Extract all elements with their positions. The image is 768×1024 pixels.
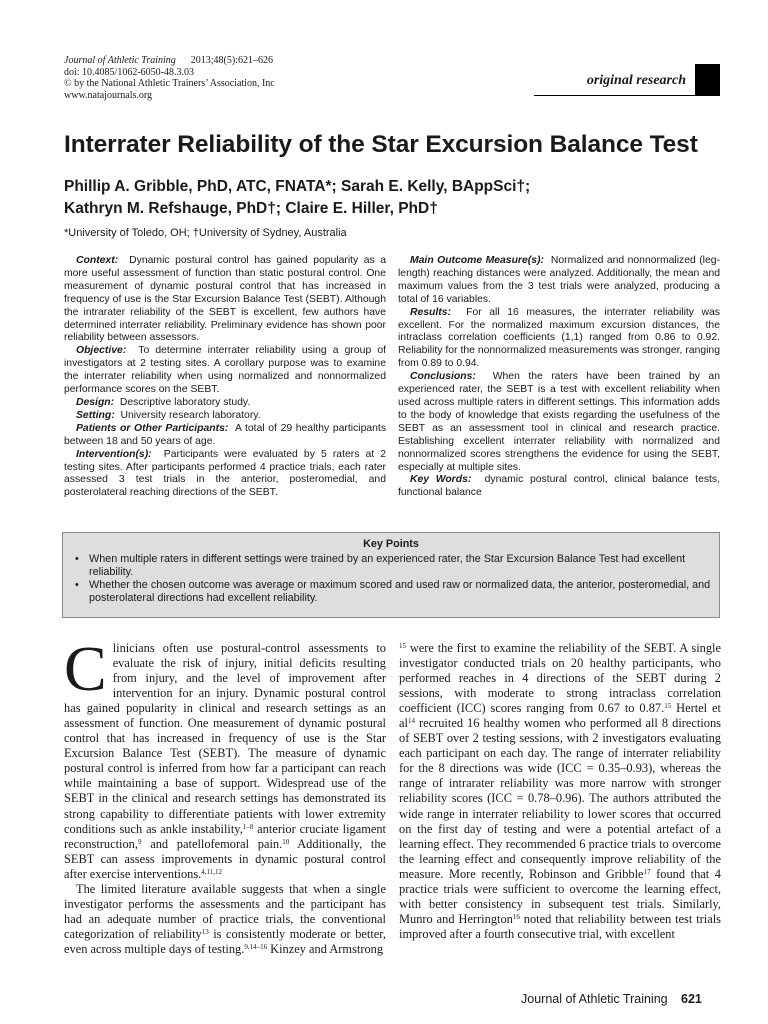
abstract-participants xyxy=(64,423,386,449)
body-text: found that 4 practice trials were sufficient to overcome the learning effect, with better consistency in subsequent test trials. Similarly, Munro and Herrington xyxy=(399,866,721,926)
results-text: For all 16 measures, the interrater reliability was excellent. For the normalized maximum excursion distances, the intraclass correlation coefficients (1,1) ranged from 0.86 to 0.92. Reliability for the nonnormalized measurements was stronger, ranging from 0.89 to 0.94. xyxy=(398,306,720,370)
conclusions-text: When the raters have been trained by an experienced rater, the SEBT is a test with excellent reliability when used across multiple raters in different settings. This information adds to the body of knowledge that exists regarding the usefulness of the SEBT as an assessment tool in clinical and research practice. Establishing excellent interrater reliability with normalized and nonnormalized scores strengthens the evidence for using the SEBT, especially at multiple sites. xyxy=(398,371,720,473)
abstract-intervention xyxy=(64,449,386,501)
setting-label: Setting: xyxy=(76,409,115,421)
key-point-text: When multiple raters in different settings were trained by an experienced rater, the Star Excursion Balance Test had excellent reliability. xyxy=(89,553,686,578)
journal-name: Journal of Athletic Training xyxy=(64,55,176,66)
page-number: 621 xyxy=(681,992,702,1006)
key-points-list xyxy=(75,553,711,605)
section-rule xyxy=(534,95,720,96)
abstract-conclusions xyxy=(398,371,720,474)
bullet-icon: • xyxy=(75,579,79,591)
participants-text: A total of 29 healthy participants between 18 and 50 years of age. xyxy=(64,422,387,447)
key-points-box xyxy=(62,532,720,618)
reference-link[interactable]: 13 xyxy=(201,927,209,936)
section-label: original research xyxy=(586,73,686,88)
body-text: noted that reliability between test trials improved after a fourth consecutive trial, with excellent xyxy=(399,911,721,941)
key-points-title: Key Points xyxy=(363,538,419,550)
conclusions-label: Conclusions: xyxy=(410,371,476,383)
outcome-text: Normalized and nonnormalized (leg-length) reaching distances were analyzed. Additionally, the mean and maximum values from the 3 test trials were analyzed, producing a total of 16 variables. xyxy=(398,255,720,305)
body-text: were the first to examine the reliability of the SEBT. A single investigator conducted trials on 20 healthy participants, who performed reaches in 4 directions of the SEBT during 2 sessions, with moderate to strong intraclass correlation coefficient (ICC) scores ranging from 0.67 to 0.87. xyxy=(399,641,721,716)
reference-link[interactable]: 16 xyxy=(512,912,520,921)
body-text: Hertel et al xyxy=(399,701,721,731)
key-point-text: Whether the chosen outcome was average or maximum scored and used raw or normalized data, the anterior, posteromedial, and posterolateral directions had excellent reliability. xyxy=(89,579,711,604)
abstract-left-column xyxy=(64,255,386,500)
objective-text: To determine interrater reliability using a group of investigators at 2 testing sites. A corollary purpose was to examine the interrater reliability when using normalized and nonnormalized performance scores on the SEBT. xyxy=(64,345,386,396)
doi: doi: 10.4085/1062-6050-48.3.03 xyxy=(64,66,194,78)
body-text: The limited literature available suggests that when a single investigator performs the assessments and the participant has had an adequate number of practice trials, the conventional categorization of reliability xyxy=(64,881,386,941)
affiliations: *University of Toledo, OH; †University of Sydney, Australia xyxy=(64,227,347,239)
abstract-setting xyxy=(64,410,386,423)
abstract-design xyxy=(64,397,386,410)
key-point-item xyxy=(75,579,711,605)
keywords-text: dynamic postural control, clinical balance tests, functional balance xyxy=(398,474,721,499)
keywords-label: Key Words: xyxy=(410,474,472,486)
bullet-icon: • xyxy=(75,553,79,565)
reference-link[interactable]: 15 xyxy=(664,702,672,711)
body-text: Kinzey and Armstrong xyxy=(267,941,384,956)
context-label: Context: xyxy=(76,255,119,266)
intervention-text: Participants were evaluated by 5 raters at 2 testing sites. After participants performed 4 practice trials, each rater assessed 3 test trials in the anterior, posteromedial, and posterolateral reaching directions of the SEBT. xyxy=(64,448,386,499)
design-label: Design: xyxy=(76,396,115,408)
body-paragraph-1 xyxy=(64,633,387,882)
reference-link[interactable]: 14 xyxy=(407,717,415,726)
abstract-keywords xyxy=(398,474,720,500)
reference-link[interactable]: 1–8 xyxy=(242,822,254,831)
reference-link[interactable]: 15 xyxy=(399,642,406,650)
participants-label: Patients or Other Participants: xyxy=(76,422,229,434)
body-text: Additionally, the SEBT can assess improvements in dynamic postural control after exercise interventions. xyxy=(64,836,387,881)
website-link[interactable]: www.natajournals.org xyxy=(64,89,153,101)
reference-link[interactable]: 10 xyxy=(282,837,290,846)
abstract-right-column xyxy=(398,255,720,500)
authors-line-2: Kathryn M. Refshauge, PhD†; Claire E. Hiller, PhD† xyxy=(64,200,438,217)
reference-link[interactable]: 17 xyxy=(643,867,651,876)
abstract-context xyxy=(64,255,386,345)
section-block-decoration xyxy=(695,64,720,96)
body-paragraph-2-continued xyxy=(399,641,721,942)
outcome-label: Main Outcome Measure(s): xyxy=(410,255,544,266)
citation: 2013;48(5):621–626 xyxy=(190,55,273,66)
intervention-label: Intervention(s): xyxy=(76,448,152,460)
reference-link[interactable]: 9,14–16 xyxy=(244,942,268,951)
key-point-item xyxy=(75,553,711,579)
reference-link[interactable]: 4,11,12 xyxy=(201,867,223,876)
design-text: Descriptive laboratory study. xyxy=(119,396,251,408)
body-left-column xyxy=(64,633,387,957)
objective-label: Objective: xyxy=(76,345,127,357)
body-text: linicians often use postural-control assessments to evaluate the risk of injury, initial deficits resulting from injury, and the level of improvement after intervention for an injury. Dynamic postural control has gained popularity in clinical and research settings as an assessment of function. One measurement of dynamic postural control that has increased in frequency of use is the Star Excursion Balance Test (SEBT). The measure of dynamic postural control is inferred from how far a participant can reach while maintaining a base of support. Widespread use of the SEBT in the clinical and research settings has demonstrated its strong capability to differentiate patients with lower extremity conditions such as ankle instability, xyxy=(64,641,386,836)
abstract-objective xyxy=(64,345,386,397)
authors xyxy=(64,176,530,220)
body-text: and patellofemoral pain. xyxy=(141,836,283,851)
article-title: Interrater Reliability of the Star Excursion Balance Test xyxy=(64,131,698,158)
body-text: anterior cruciate ligament reconstruction, xyxy=(64,821,386,851)
body-text: recruited 16 healthy women who performed all 8 directions of SEBT over 2 testing sessions, with 2 investigators evaluating each participant on each day. The range of interrater reliability for the 8 directions was wide (ICC = 0.35–0.93), whereas the range of intrarater reliability was more narrow with stronger reliability scores (ICC = 0.78–0.96). The authors attributed the wide range in interrater reliability to lower scores that occurred on the first day of testing and were a potential artefact of a learning effect. They recommended 6 practice trials to overcome the learning effect and consequently improve reliability of the measure. More recently, Robinson and Gribble xyxy=(399,716,721,881)
authors-line-1: Phillip A. Gribble, PhD, ATC, FNATA*; Sarah E. Kelly, BAppSci†; xyxy=(64,178,531,195)
body-right-column xyxy=(399,641,721,942)
reference-link[interactable]: 9 xyxy=(137,837,142,846)
footer-journal-name: Journal of Athletic Training xyxy=(521,992,668,1006)
body-paragraph-2 xyxy=(64,882,386,957)
abstract-results xyxy=(398,307,720,372)
abstract-outcome xyxy=(398,255,720,307)
journal-meta xyxy=(64,55,275,101)
drop-cap: C xyxy=(64,633,107,704)
results-label: Results: xyxy=(410,306,451,318)
setting-text: University research laboratory. xyxy=(120,409,261,421)
body-text: is consistently moderate or better, even across multiple days of testing. xyxy=(64,926,386,956)
context-text: Dynamic postural control has gained popularity as a more useful assessment of function than static postural control. One measurement of dynamic postural control that has increased in frequency of use is the Star Excursion Balance Test (SEBT). Although the intrarater reliability of the SEBT is excellent, few authors have determined interrater reliability. Preliminary evidence has shown poor reliability between assessors. xyxy=(64,255,386,344)
copyright: © by the National Athletic Trainers’ Association, Inc xyxy=(64,78,275,89)
